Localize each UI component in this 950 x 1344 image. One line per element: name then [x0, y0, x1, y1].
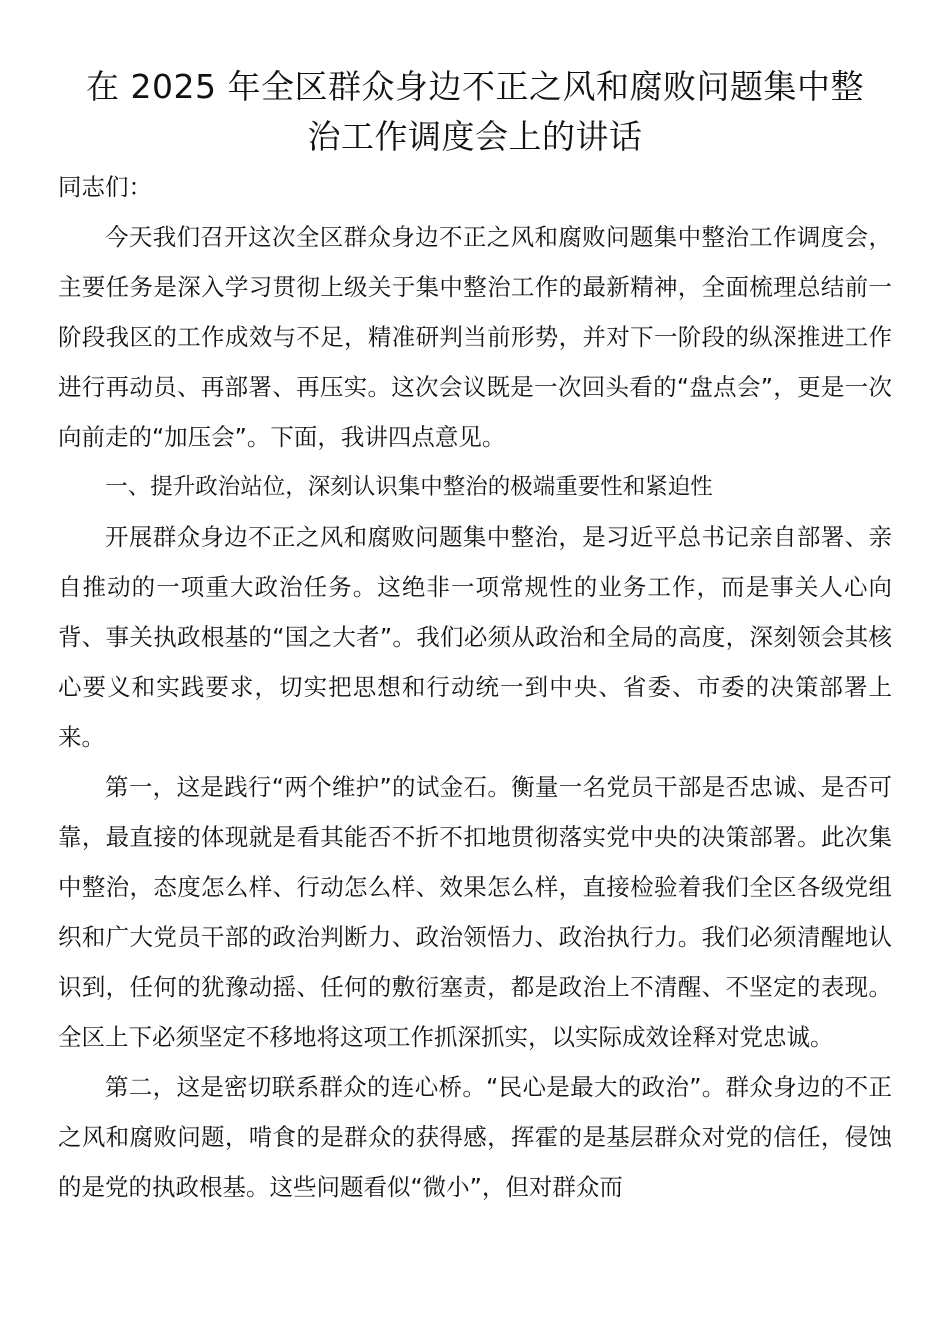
title-line-1: 在 2025 年全区群众身边不正之风和腐败问题集中整 [86, 67, 864, 106]
intro-paragraph: 今天我们召开这次全区群众身边不正之风和腐败问题集中整治工作调度会，主要任务是深入学习贯彻上级关于集中整治工作的最新精神，全面梳理总结前一阶段我区的工作成效与不足，精准研判当前形势，并对下一阶段的纵深推进工作进行再动员、再部署、再压实。这次会议既是一次回头看的“盘点会”，更是一次向前走的“加压会”。下面，我讲四点意见。 [58, 223, 892, 451]
document-page [58, 62, 892, 1212]
section-1-heading: 一、提升政治站位，深刻认识集中整治的极端重要性和紧迫性 [105, 474, 713, 500]
document-title [58, 62, 892, 162]
section-1-paragraph-1: 开展群众身边不正之风和腐败问题集中整治，是习近平总书记亲自部署、亲自推动的一项重大政治任务。这绝非一项常规性的业务工作，而是事关人心向背、事关执政根基的“国之大者”。我们必须从政治和全局的高度，深刻领会其核心要义和实践要求，切实把思想和行动统一到中央、省委、市委的决策部署上来。 [58, 523, 892, 751]
title-line-2: 治工作调度会上的讲话 [307, 117, 643, 156]
section-1-paragraph-2: 第一，这是践行“两个维护”的试金石。衡量一名党员干部是否忠诚、是否可靠，最直接的体现就是看其能否不折不扣地贯彻落实党中央的决策部署。此次集中整治，态度怎么样、行动怎么样、效果怎么样，直接检验着我们全区各级党组织和广大党员干部的政治判断力、政治领悟力、政治执行力。我们必须清醒地认识到，任何的犹豫动摇、任何的敷衍塞责，都是政治上不清醒、不坚定的表现。全区上下必须坚定不移地将这项工作抓深抓实，以实际成效诠释对党忠诚。 [58, 773, 892, 1051]
section-1-paragraph-3: 第二，这是密切联系群众的连心桥。“民心是最大的政治”。群众身边的不正之风和腐败问题，啃食的是群众的获得感，挥霍的是基层群众对党的信任，侵蚀的是党的执政根基。这些问题看似“微小”，但对群众而 [58, 1073, 892, 1201]
salutation: 同志们： [58, 173, 152, 201]
